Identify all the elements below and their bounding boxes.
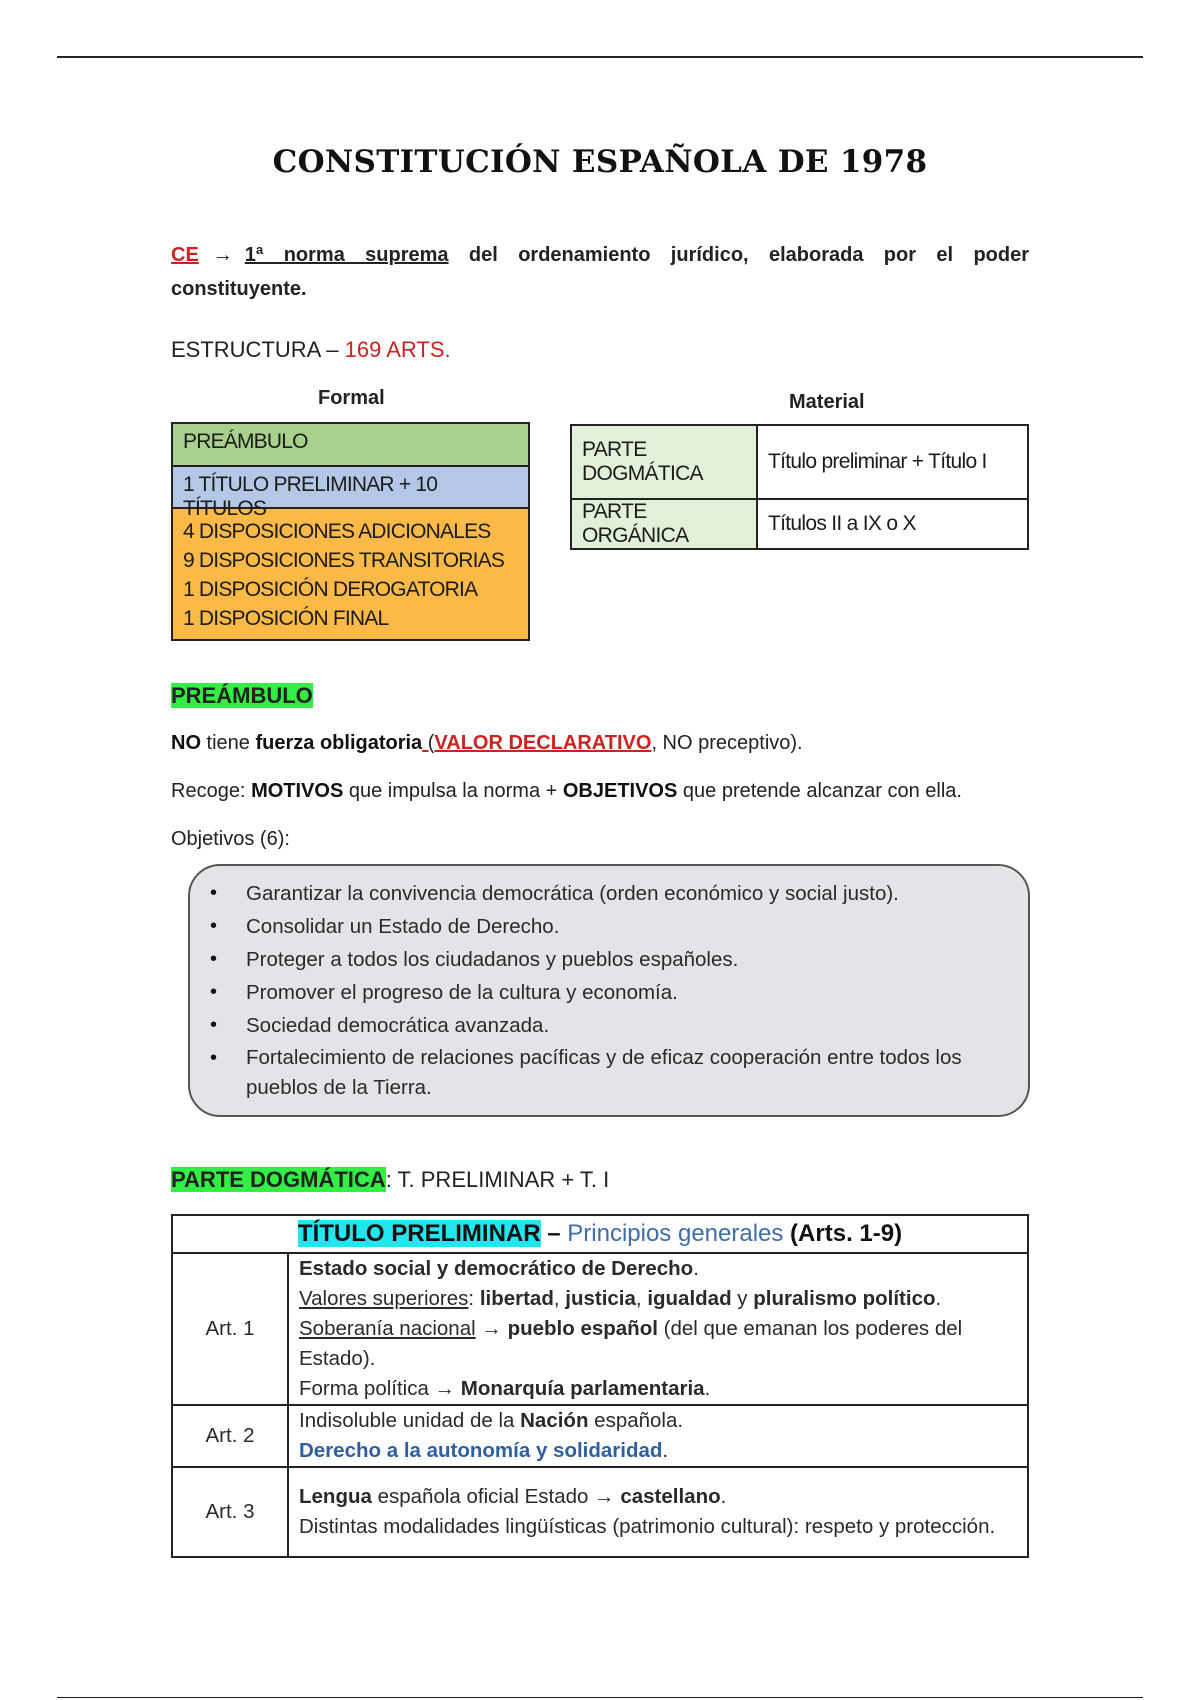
arts-count: 169 ARTS <box>344 337 445 362</box>
parte-organica-cell: PARTE ORGÁNICA <box>571 499 757 549</box>
objetivos-box <box>188 864 1030 1117</box>
norma-suprema: 1ª norma suprema <box>244 244 449 266</box>
art-number: Art. 1 <box>172 1253 288 1405</box>
list-item: • Consolidar un Estado de Derecho. <box>246 911 1012 942</box>
disposicion-item: 4 DISPOSICIONES ADICIONALES <box>183 520 491 543</box>
list-item: • Sociedad democrática avanzada. <box>246 1010 1012 1041</box>
valor-declarativo: VALOR DECLARATIVO <box>434 732 652 754</box>
material-label: Material <box>789 391 865 413</box>
titulo-preliminar-table <box>171 1214 1029 1558</box>
art-number: Art. 2 <box>172 1405 288 1467</box>
table-row <box>172 1405 1028 1467</box>
material-structure-table <box>570 424 1029 550</box>
table-row <box>571 499 1028 549</box>
formal-preambulo: PREÁMBULO <box>173 424 528 467</box>
table-row <box>172 1467 1028 1557</box>
arrow-icon: → <box>212 244 233 266</box>
objetivos-label: Objetivos (6): <box>171 828 290 850</box>
art-content: Estado social y democrático de Derecho. Valores superiores: libertad, justicia, igualdad y pluralismo político. Soberanía nacional → pueblo español (del que emanan los poderes del Estado). Forma política → Monarquía parlamentaria. <box>288 1253 1028 1405</box>
list-item: • Promover el progreso de la cultura y economía. <box>246 977 1012 1008</box>
table-row <box>172 1253 1028 1405</box>
list-item: • Garantizar la convivencia democrática (orden económico y social justo). <box>246 878 1012 909</box>
formal-disposiciones <box>173 509 528 639</box>
parte-dogmatica-cell: PARTE DOGMÁTICA <box>571 425 757 499</box>
parte-organica-content: Títulos II a IX o X <box>757 499 1028 549</box>
titulo-preliminar-header: TÍTULO PRELIMINAR – Principios generales (Arts. 1-9) <box>172 1215 1028 1253</box>
preambulo-line-1: NO tiene fuerza obligatoria (VALOR DECLARATIVO, NO preceptivo). <box>171 732 803 754</box>
formal-structure-box <box>171 422 530 641</box>
formal-label: Formal <box>318 387 385 409</box>
list-item: • Fortalecimiento de relaciones pacíficas y de eficaz cooperación entre todos los pueblos de la Tierra. <box>246 1043 1012 1103</box>
ce-label: CE <box>171 244 199 266</box>
art-number: Art. 3 <box>172 1467 288 1557</box>
page-title: CONSTITUCIÓN ESPAÑOLA DE 1978 <box>272 144 928 180</box>
preambulo-heading: PREÁMBULO <box>171 683 313 708</box>
disposicion-item: 9 DISPOSICIONES TRANSITORIAS <box>183 549 505 572</box>
table-row <box>571 425 1028 499</box>
disposicion-item: 1 DISPOSICIÓN DEROGATORIA <box>183 578 478 601</box>
top-rule <box>57 56 1143 58</box>
bottom-rule <box>57 1697 1143 1698</box>
parte-dogmatica-content: Título preliminar + Título I <box>757 425 1028 499</box>
intro-rest: del ordenamiento jurídico, elaborada por el poder constituyente. <box>171 244 1029 300</box>
preambulo-line-2: Recoge: MOTIVOS que impulsa la norma + OBJETIVOS que pretende alcanzar con ella. <box>171 780 962 802</box>
objetivos-list <box>190 866 1028 1103</box>
estructura-heading: ESTRUCTURA – 169 ARTS. <box>171 337 451 362</box>
art-content: Indisoluble unidad de la Nación española. Derecho a la autonomía y solidaridad. <box>288 1405 1028 1467</box>
formal-titulos: 1 TÍTULO PRELIMINAR + 10 TÍTULOS <box>173 467 528 509</box>
intro-paragraph <box>171 238 1029 306</box>
disposicion-item: 1 DISPOSICIÓN FINAL <box>183 607 389 630</box>
art-content: Lengua española oficial Estado → castellano. Distintas modalidades lingüísticas (patrimonio cultural): respeto y protección. <box>288 1467 1028 1557</box>
dogmatica-heading: PARTE DOGMÁTICA: T. PRELIMINAR + T. I <box>171 1167 610 1192</box>
table-row <box>172 1215 1028 1253</box>
list-item: • Proteger a todos los ciudadanos y pueblos españoles. <box>246 944 1012 975</box>
